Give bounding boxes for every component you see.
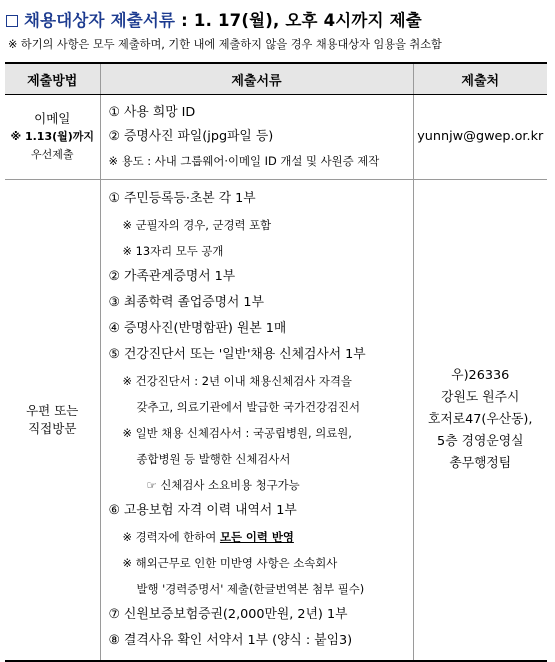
list-item: ② 증명사진 파일(jpg파일 등) bbox=[108, 129, 274, 144]
destination-line: 5층 경영운영실 bbox=[437, 434, 524, 449]
documents-cell-email bbox=[100, 95, 413, 180]
method-mail-line2: 직접방문 bbox=[28, 421, 77, 436]
header-documents: 제출서류 bbox=[100, 63, 413, 95]
destination-mail bbox=[413, 180, 547, 662]
method-cell-mail bbox=[5, 180, 100, 662]
document-title bbox=[6, 7, 422, 31]
list-item: ⑥ 고용보험 자격 이력 내역서 1부 bbox=[108, 503, 297, 518]
destination-line: 호저로47(우산동), bbox=[427, 412, 533, 427]
list-item: ④ 증명사진(반명함판) 원본 1매 bbox=[108, 321, 287, 336]
method-mail-line1: 우편 또는 bbox=[26, 403, 79, 418]
checkbox-bullet-icon bbox=[6, 15, 18, 27]
emphasis-text: 모든 이력 반영 bbox=[219, 530, 294, 544]
list-item: ⑧ 결격사유 확인 서약서 1부 (양식 : 붙임3) bbox=[108, 633, 353, 648]
method-email-priority: 우선제출 bbox=[30, 148, 74, 161]
list-item: ※ 용도 : 사내 그룹웨어·이메일 ID 개설 및 사원증 제작 bbox=[108, 154, 380, 168]
list-item: ☞ 신체검사 소요비용 청구가능 bbox=[146, 478, 300, 492]
list-item: ※ 군필자의 경우, 군경력 포함 bbox=[122, 218, 272, 232]
destination-email: yunnjw@gwep.or.kr bbox=[413, 95, 547, 180]
method-email: 이메일 bbox=[34, 111, 71, 126]
list-item: ③ 최종학력 졸업증명서 1부 bbox=[108, 295, 264, 310]
list-item: 발행 '경력증명서' 제출(한글번역본 첨부 필수) bbox=[136, 582, 365, 596]
destination-line: 강원도 원주시 bbox=[441, 390, 520, 405]
table-row-email bbox=[5, 95, 547, 180]
list-item bbox=[109, 524, 413, 550]
destination-line: 우)26336 bbox=[451, 368, 510, 383]
list-item: 종합병원 등 발행한 신체검사서 bbox=[136, 452, 291, 466]
documents-cell-mail bbox=[100, 180, 413, 662]
list-item: ※ 13자리 모두 공개 bbox=[122, 244, 224, 258]
list-item-text: ※ 경력자에 한하여 bbox=[122, 530, 220, 544]
title-deadline: : 1. 17(월), 오후 4시까지 제출 bbox=[181, 11, 422, 30]
list-item: ⑤ 건강진단서 또는 '일반'채용 신체검사서 1부 bbox=[108, 347, 366, 362]
list-item: ② 가족관계증명서 1부 bbox=[108, 269, 236, 284]
table-row-mail bbox=[5, 180, 547, 662]
submission-table bbox=[5, 62, 547, 662]
header-method: 제출방법 bbox=[5, 63, 100, 95]
method-email-deadline: ※ 1.13(월)까지 bbox=[10, 130, 95, 143]
title-main: 채용대상자 제출서류 bbox=[24, 11, 176, 30]
destination-line: 총무행정팀 bbox=[449, 456, 512, 471]
list-item: ① 주민등록등·초본 각 1부 bbox=[108, 191, 256, 206]
list-item: 갖추고, 의료기관에서 발급한 국가건강검진서 bbox=[136, 400, 361, 414]
list-item: ※ 건강진단서 : 2년 이내 채용신체검사 자격을 bbox=[122, 374, 352, 388]
list-item: ※ 해외근무로 인한 미반영 사항은 소속회사 bbox=[122, 556, 338, 570]
method-cell-email bbox=[5, 95, 100, 180]
header-destination: 제출처 bbox=[413, 63, 547, 95]
list-item: ① 사용 희망 ID bbox=[108, 105, 196, 120]
list-item: ⑦ 신원보증보험증권(2,000만원, 2년) 1부 bbox=[108, 607, 348, 622]
table-header-row bbox=[5, 63, 547, 95]
notice-text: ※ 하기의 사항은 모두 제출하며, 기한 내에 제출하지 않을 경우 채용대상자 임용을 취소함 bbox=[8, 38, 442, 51]
list-item: ※ 일반 채용 신체검사서 : 국공립병원, 의료원, bbox=[122, 426, 352, 440]
